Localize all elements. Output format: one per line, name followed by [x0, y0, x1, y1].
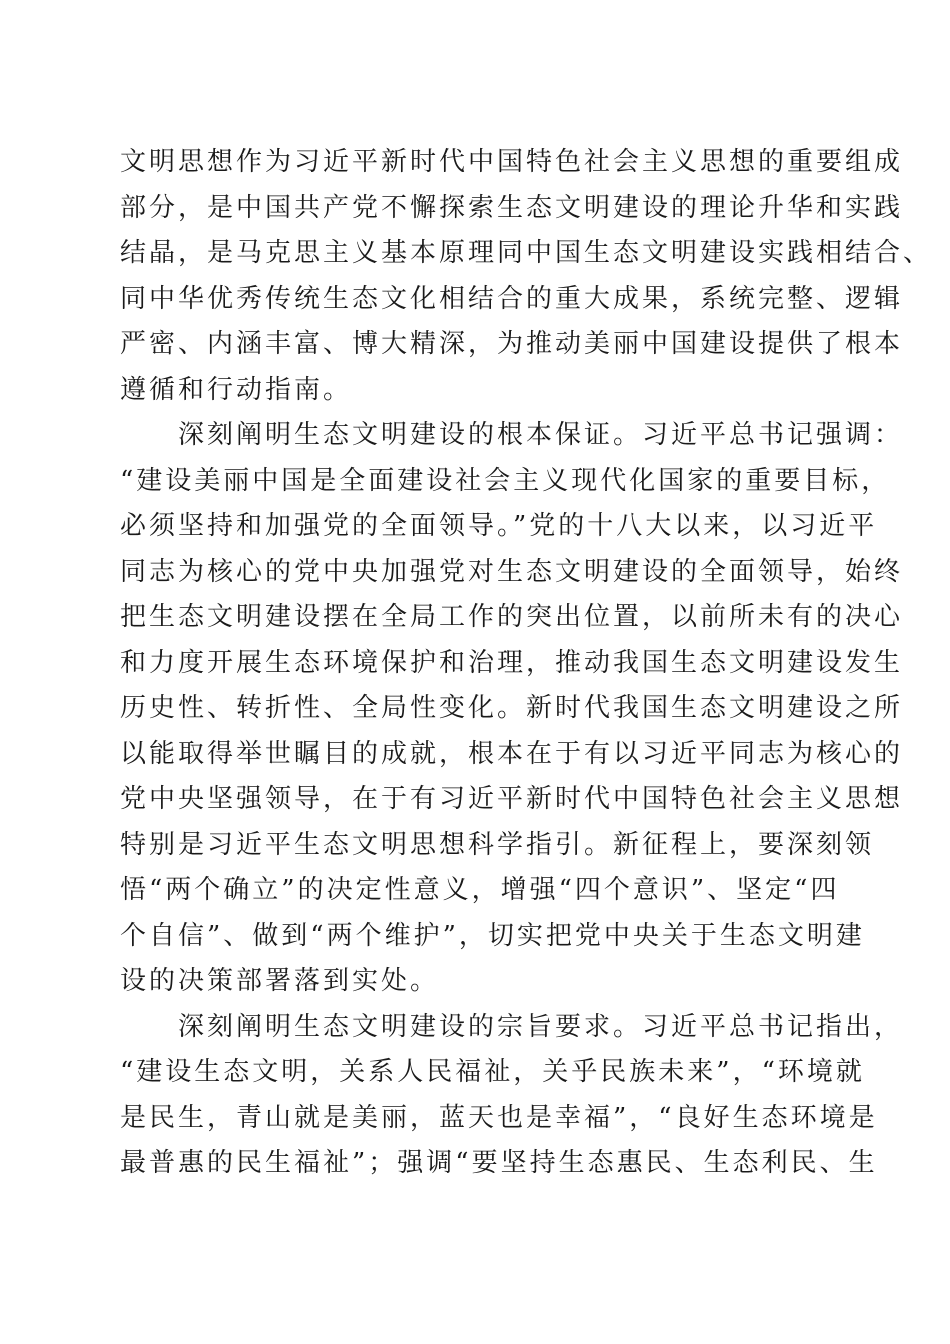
text-line: “建设生态文明，关系人民福祉，关乎民族未来”，“环境就: [120, 1057, 865, 1087]
text-line: 结晶，是马克思主义基本原理同中国生态文明建设实践相结合、: [120, 238, 933, 268]
paragraph-fundamental-guarantee: [120, 413, 904, 1005]
paragraph-purpose-requirement: [120, 1005, 904, 1187]
paragraph-intro: [120, 140, 933, 413]
text-line: 以能取得举世瞩目的成就，根本在于有以习近平同志为核心的: [120, 738, 904, 769]
text-line: 和力度开展生态环境保护和治理，推动我国生态文明建设发生: [120, 647, 904, 678]
text-line: 严密、内涵丰富、博大精深，为推动美丽中国建设提供了根本: [120, 329, 904, 359]
text-line: “建设美丽中国是全面建设社会主义现代化国家的重要目标，: [120, 465, 891, 496]
text-line: 部分，是中国共产党不懈探索生态文明建设的理论升华和实践: [120, 192, 904, 223]
text-line: 最普惠的民生福祉”；强调“要坚持生态惠民、生态利民、生: [120, 1148, 878, 1178]
text-line: 历史性、转折性、全局性变化。新时代我国生态文明建设之所: [120, 693, 904, 723]
text-line: 同志为核心的党中央加强党对生态文明建设的全面领导，始终: [120, 556, 904, 587]
text-line: 悟“两个确立”的决定性意义，增强“四个意识”、坚定“四: [120, 875, 840, 905]
body-text: [120, 140, 933, 1187]
text-line: 把生态文明建设摆在全局工作的突出位置，以前所未有的决心: [120, 602, 904, 632]
text-line: 文明思想作为习近平新时代中国特色社会主义思想的重要组成: [120, 147, 904, 177]
text-line: 党中央坚强领导，在于有习近平新时代中国特色社会主义思想: [120, 784, 904, 814]
text-line: 个自信”、做到“两个维护”，切实把党中央关于生态文明建: [120, 920, 865, 951]
text-line: 遵循和行动指南。: [120, 374, 353, 405]
text-line: 深刻阐明生态文明建设的根本保证。习近平总书记强调：: [178, 420, 904, 450]
text-line: 是民生，青山就是美丽，蓝天也是幸福”，“良好生态环境是: [120, 1102, 878, 1133]
text-line: 必须坚持和加强党的全面领导。”党的十八大以来，以习近平: [120, 511, 878, 541]
text-line: 深刻阐明生态文明建设的宗旨要求。习近平总书记指出，: [178, 1011, 904, 1042]
text-line: 设的决策部署落到实处。: [120, 966, 440, 996]
text-line: 同中华优秀传统生态文化相结合的重大成果，系统完整、逻辑: [120, 283, 904, 314]
text-line: 特别是习近平生态文明思想科学指引。新征程上，要深刻领: [120, 829, 875, 860]
